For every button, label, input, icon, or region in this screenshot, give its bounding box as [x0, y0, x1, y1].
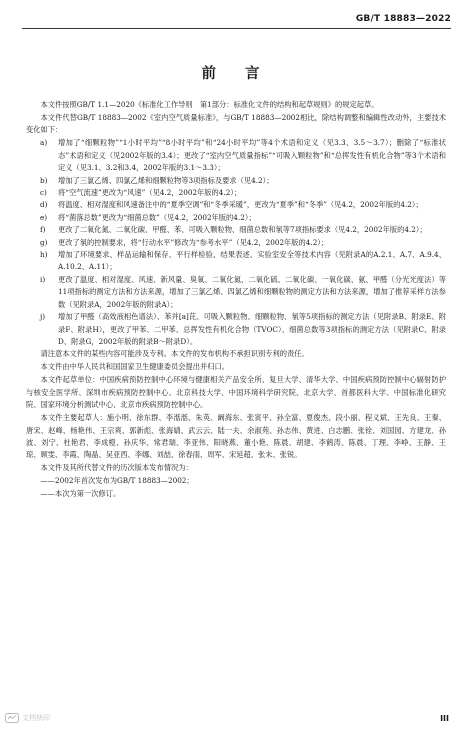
change-item [26, 224, 446, 236]
change-item-text: 增加了“细颗粒物”“1小时平均”“8小时平均”和“24小时平均”等4个术语和定义（见3.3、3.5～3.7）；删除了“标准状态”术语和定义（见2002年版的3.4）；更改了“室内空气质量指标”“可吸入颗粒物”和“总挥发性有机化合物”等3个术语和定义（见3.1、3.2和3.4，2002年版的3.1～3.3）； [58, 138, 446, 173]
change-item-text: 增加了三氯乙烯、四氯乙烯和细颗粒物等3项指标及要求（见4.2）； [58, 175, 274, 185]
change-item-label: i) [40, 274, 46, 284]
change-item-text: 将“菌落总数”更改为“细菌总数”（见4.2，2002年版的4.2）； [58, 212, 256, 222]
change-item-label: c) [40, 188, 47, 198]
page-title: 前 言 [201, 66, 272, 82]
change-item-label: e) [40, 212, 48, 222]
change-item-text: 更改了氡的控制要求，将“行动水平”修改为“参考水平”（见4.2，2002年版的4.2）； [58, 237, 329, 247]
drafters-list: 本文件主要起草人：施小明、徐东群、李湉湉、朱英、阚海东、张寅平、孙全富、夏俊杰、段小丽、程义斌、王先良、王秦、唐宋、赵峰、杨艳伟、王宗爽、郭新彪、张海婧、武云云、陆一夫、余淑苑、孙志伟、黄进、白志鹏、张铨、刘国园、方建龙、孙波、刘宁、杜艳君、李成橙、孙庆华、常君瑞、李亚伟、阳晓燕、董小艳、陈晨、胡建、李鹤涛、陈晨、丁理、李峥、王静、王琼、顾雯、李霞、陶晶、吴亚西、李娜、刘喆、徐春雨、周军、宋延超、张未、张锐。 [26, 413, 446, 460]
change-item-label: a) [40, 138, 48, 148]
change-item-text: 将“空气流速”更改为“风速”（见4.2，2002年版的4.2）； [58, 188, 242, 198]
header-rule [22, 28, 451, 29]
foreword-body [26, 99, 446, 500]
change-item [26, 187, 446, 199]
changes-list [26, 137, 446, 348]
change-item [26, 311, 446, 348]
change-item-text: 将温度、相对湿度和风速备注中的“夏季空调”和“冬季采暖”，更改为“夏季”和“冬季”（见4.2，2002年版的4.2）； [58, 200, 423, 210]
change-item-label: d) [40, 200, 48, 210]
drafting-rule-paragraph: 本文件按照GB/T 1.1—2020《标准化工作导则 第1部分：标准化文件的结构和起草规则》的规定起草。 [40, 100, 379, 109]
change-item-label: h) [40, 250, 48, 260]
change-item [26, 249, 446, 274]
change-item-label: b) [40, 175, 48, 185]
change-item-label: f) [40, 225, 46, 235]
change-item-text: 更改了温度、相对湿度、风速、新风量、臭氧、二氧化氮、二氧化硫、二氧化碳、一氧化碳、氨、甲醛（分光光度法）等11项指标的测定方法和方法来源，增加了三氯乙烯、四氯乙烯和细颗粒物的测定方法和方法来源，增加了推荐采样方法参数（见附录A，2002年版的附录A）； [58, 274, 446, 309]
patent-notice: 请注意本文件的某些内容可能涉及专利。本文件的发布机构不承担识别专利的责任。 [40, 349, 309, 359]
watermark [5, 713, 50, 723]
change-item-text: 增加了甲醛（高效液相色谱法）、苯并[a]芘、可吸入颗粒物、细颗粒物、氡等5项指标的测定方法（见附录B、附录E、附录F、附录H），更改了甲苯、二甲苯、总挥发性有机化合物（TVOC）、细菌总数等3项指标的测定方法（见附录C、附录D、附录G，2002年版的附录B～附录D）。 [58, 312, 446, 346]
standard-number: GB/T 18883—2022 [355, 14, 451, 24]
drafting-units: 本文件起草单位：中国疾病预防控制中心环境与健康相关产品安全所、复旦大学、清华大学、中国疾病预防控制中心辐射防护与核安全医学所、深圳市疾病预防控制中心、北京科技大学、中国环境科学研究院、北京大学、首都医科大学、中国标准化研究院、国家环境分析测试中心、北京市疾病预防控制中心。 [26, 375, 446, 410]
watermark-text: 文档快印 [22, 714, 50, 722]
replacement-paragraph: 本文件代替GB/T 18883—2002《室内空气质量标准》，与GB/T 18883—2002相比，除结构调整和编辑性改动外，主要技术变化如下： [26, 113, 446, 135]
change-item [26, 237, 446, 249]
history-item: ——本次为第一次修订。 [40, 488, 121, 498]
watermark-logo-icon [5, 713, 19, 723]
change-item [26, 274, 446, 311]
change-item [26, 212, 446, 224]
change-item [26, 137, 446, 174]
change-item [26, 175, 446, 187]
change-item-text: 更改了二氧化氮、二氧化碳、甲醛、苯、可吸入颗粒物、细菌总数和氡等7项指标要求（见4.2，2002年版的4.2）； [58, 225, 427, 235]
history-intro: 本文件及其所代替文件的历次版本发布情况为： [40, 463, 193, 473]
history-item: ——2002年首次发布为GB/T 18883—2002； [40, 476, 194, 486]
page-number: III [440, 714, 449, 723]
change-item-text: 增加了环境要求、样品运输和保存、平行样检验、结果表述、实验室安全等技术内容（见附录A的A.2.1、A.7、A.9.4、A.10.2、A.11）； [58, 250, 446, 272]
change-item [26, 199, 446, 211]
proposer-statement: 本文件由中华人民共和国国家卫生健康委员会提出并归口。 [40, 362, 230, 372]
change-item-label: j) [40, 312, 46, 322]
change-item-label: g) [40, 237, 48, 247]
